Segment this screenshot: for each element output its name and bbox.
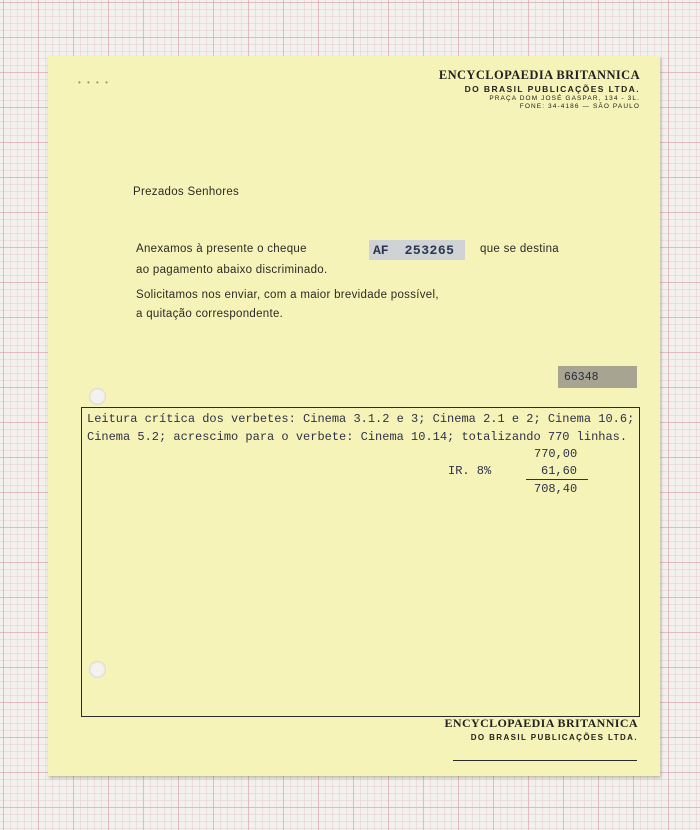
payment-details-box [81, 407, 640, 717]
description-line2: Cinema 5.2; acrescimo para o verbete: Cinema 10.14; totalizando 770 linhas. [87, 430, 628, 444]
body-line1-after: que se destina [480, 243, 560, 255]
gross-amount: 770,00 [534, 447, 578, 461]
letterhead-address: PRAÇA DOM JOSÉ GASPAR, 134 - 3L. [489, 95, 640, 102]
letterhead [439, 68, 640, 110]
body-line2: ao pagamento abaixo discriminado. [136, 264, 328, 276]
description-line1: Leitura crítica dos verbetes: Cinema 3.1.2 e 3; Cinema 2.1 e 2; Cinema 10.6; [87, 412, 635, 426]
body-line3: Solicitamos nos enviar, com a maior brevidade possível, [136, 289, 439, 301]
reference-number: 66348 [558, 366, 637, 388]
letterhead-phone: FONE: 34-4186 — SÃO PAULO [519, 103, 640, 110]
cheque-number: 253265 [404, 242, 455, 258]
body-line4: a quitação correspondente. [136, 308, 284, 320]
letterhead-company: ENCYCLOPAEDIA BRITANNICA [438, 68, 640, 82]
signature-line [453, 760, 637, 761]
punch-hole [89, 388, 106, 405]
footer-signature-block [444, 716, 638, 742]
cheque-prefix: AF [373, 242, 389, 258]
perforation-marks: • • • • [78, 78, 110, 87]
tax-label: IR. 8% [448, 464, 492, 478]
sum-rule [526, 479, 588, 480]
cheque-number-stamp [369, 240, 465, 260]
body-line1-before: Anexamos à presente o cheque [136, 243, 307, 255]
footer-subtitle: DO BRASIL PUBLICAÇÕES LTDA. [470, 733, 638, 742]
net-amount: 708,40 [534, 482, 578, 496]
salutation: Prezados Senhores [133, 186, 240, 198]
footer-company: ENCYCLOPAEDIA BRITANNICA [444, 716, 638, 730]
tax-amount: 61,60 [541, 464, 578, 478]
letter-sheet [48, 56, 660, 776]
letterhead-subtitle: DO BRASIL PUBLICAÇÕES LTDA. [464, 84, 640, 94]
punch-hole [89, 661, 106, 678]
